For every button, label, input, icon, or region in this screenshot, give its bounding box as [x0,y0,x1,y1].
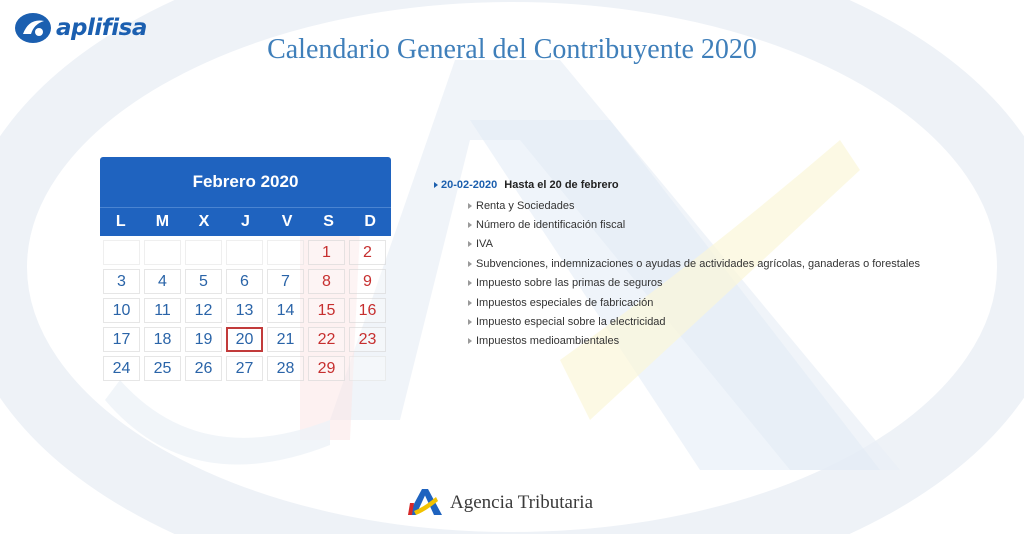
calendar-day[interactable]: 23 [349,327,386,352]
calendar-empty-cell [185,240,222,265]
weekday-label: L [115,213,126,230]
calendar-day[interactable]: 16 [349,298,386,323]
calendar-day[interactable]: 17 [103,327,140,352]
calendar-day[interactable]: 2 [349,240,386,265]
calendar-empty-cell [267,240,304,265]
calendar-day[interactable]: 25 [144,356,181,381]
deadline-panel [434,177,994,351]
calendar-day[interactable]: 3 [103,269,140,294]
deadline-date[interactable]: 20-02-2020 [441,179,498,191]
triangle-right-icon [468,319,472,325]
calendar-day[interactable]: 11 [144,298,181,323]
calendar-day[interactable]: 9 [349,269,386,294]
calendar-day[interactable]: 6 [226,269,263,294]
page-title: Calendario General del Contribuyente 2020 [267,34,757,65]
triangle-right-icon [468,222,472,228]
agency-logo [404,484,593,522]
deadline-item[interactable] [468,254,994,273]
deadline-item-label: Subvenciones, indemnizaciones o ayudas de actividades agrícolas, ganaderas o forestales [476,257,920,270]
calendar-day[interactable]: 19 [185,327,222,352]
calendar-day[interactable]: 4 [144,269,181,294]
calendar-day[interactable]: 12 [185,298,222,323]
triangle-right-icon [468,338,472,344]
calendar-day[interactable]: 10 [103,298,140,323]
deadline-list [468,196,994,351]
calendar-day[interactable]: 14 [267,298,304,323]
calendar-day[interactable]: 28 [267,356,304,381]
calendar-day-selected[interactable]: 20 [226,327,263,352]
agencia-tributaria-logo-icon [404,485,444,521]
deadline-item-label: Renta y Sociedades [476,199,575,212]
deadline-header[interactable] [434,177,994,193]
calendar-day[interactable]: 5 [185,269,222,294]
deadline-item-label: Impuestos medioambientales [476,335,620,348]
weekday-label: M [155,213,170,230]
triangle-right-icon [468,300,472,306]
calendar-day[interactable]: 8 [308,269,345,294]
calendar-empty-cell [144,240,181,265]
agency-name: Agencia Tributaria [450,492,594,513]
deadline-item[interactable] [468,235,994,254]
calendar-day[interactable]: 22 [308,327,345,352]
triangle-right-icon [468,280,472,286]
calendar-empty-cell [103,240,140,265]
deadline-item[interactable] [468,196,994,215]
deadline-item[interactable] [468,293,994,312]
calendar-day[interactable]: 7 [267,269,304,294]
deadline-item-label: Impuestos especiales de fabricación [476,296,654,309]
triangle-right-icon [434,182,438,188]
brand-name: aplifisa [56,15,147,41]
deadline-item-label: IVA [476,238,493,251]
calendar-empty-cell [349,356,386,381]
triangle-right-icon [468,203,472,209]
deadline-title: Hasta el 20 de febrero [504,179,619,191]
calendar-day[interactable]: 21 [267,327,304,352]
triangle-right-icon [468,241,472,247]
deadline-item[interactable] [468,274,994,293]
deadline-item-label: Número de identificación fiscal [476,219,626,232]
calendar-weekday-row [100,207,391,236]
deadline-item-label: Impuesto especial sobre la electricidad [476,316,666,329]
calendar-day[interactable]: 24 [103,356,140,381]
calendar-day-grid [100,236,391,381]
calendar-day[interactable]: 29 [308,356,345,381]
calendar-day[interactable]: 13 [226,298,263,323]
calendar-day[interactable]: 15 [308,298,345,323]
weekday-label: S [323,213,334,230]
deadline-item[interactable] [468,332,994,351]
calendar-day[interactable]: 26 [185,356,222,381]
deadline-item[interactable] [468,312,994,331]
calendar-empty-cell [226,240,263,265]
calendar-day[interactable]: 27 [226,356,263,381]
triangle-right-icon [468,261,472,267]
calendar [100,157,391,381]
deadline-item[interactable] [468,215,994,234]
calendar-month-title: Febrero 2020 [100,157,391,207]
weekday-label: D [364,213,376,230]
weekday-label: V [281,213,293,230]
deadline-item-label: Impuesto sobre las primas de seguros [476,277,663,290]
calendar-day[interactable]: 18 [144,327,181,352]
calendar-day[interactable]: 1 [308,240,345,265]
weekday-label: J [241,213,250,230]
weekday-label: X [198,213,210,230]
